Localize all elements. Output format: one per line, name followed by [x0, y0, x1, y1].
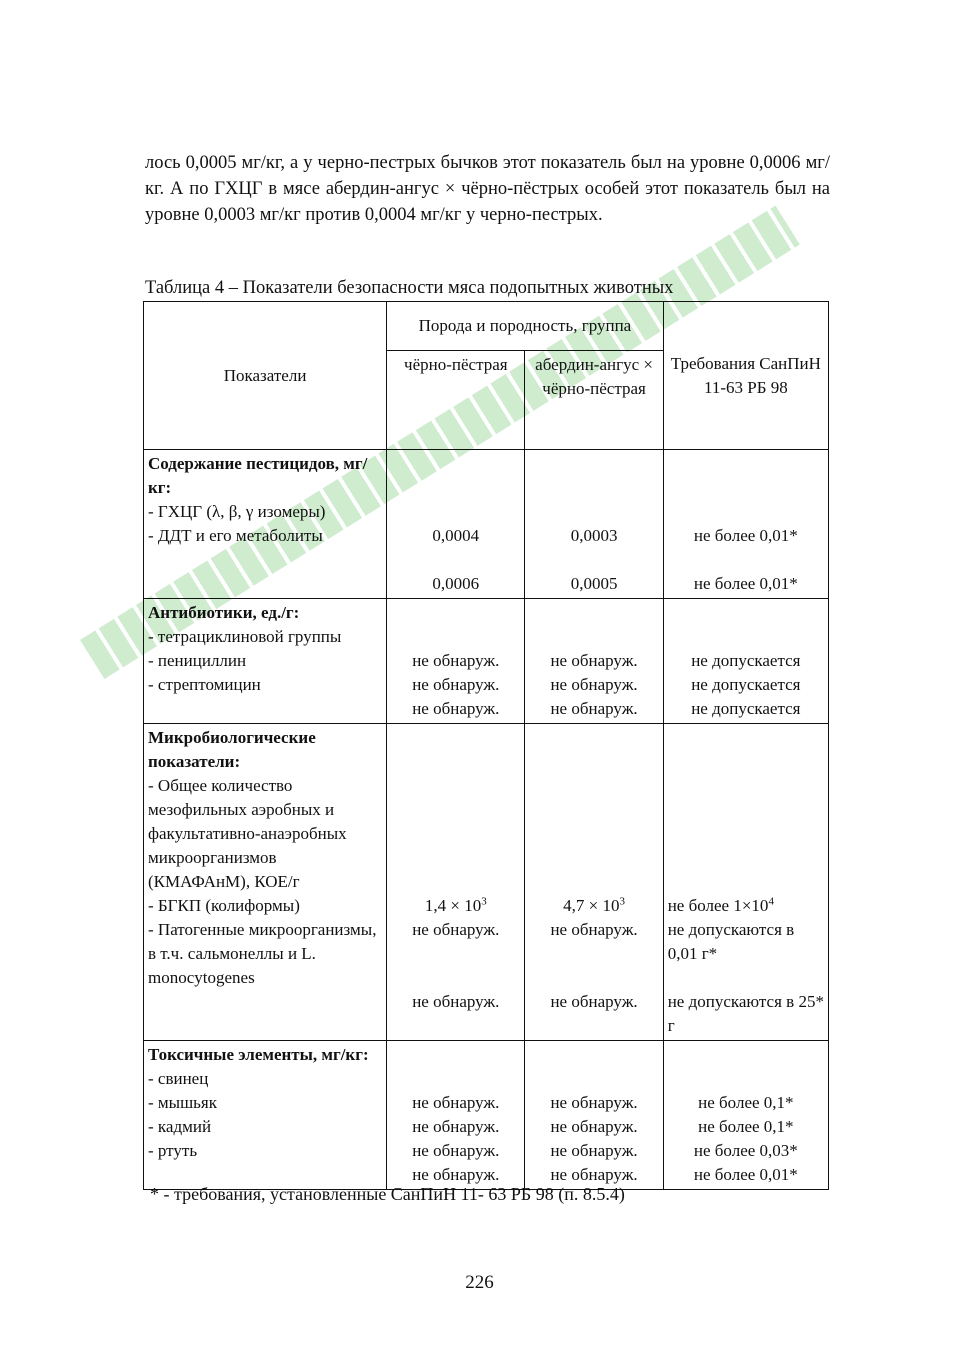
- kmafanm-value: $1,4 \times 10^3$: [424, 895, 487, 915]
- value-cell: не обнаруж.: [550, 699, 638, 718]
- value-cell: не обнаруж.: [550, 651, 638, 670]
- header-indicators: Показатели: [144, 302, 387, 450]
- value-cell: не обнаруж.: [550, 1141, 638, 1160]
- value-cell: не допускаются в 25* г: [667, 992, 824, 1035]
- section-pesticides: [144, 450, 829, 599]
- header-aberdeen: абердин-ангус × чёрно-пёстрая: [525, 351, 663, 450]
- value-cell: не допускаются в 0,01 г*: [667, 920, 795, 963]
- value-cell: не допускается: [691, 699, 801, 718]
- section-toxic-elements: [144, 1041, 829, 1190]
- value-cell: не обнаруж.: [550, 1117, 638, 1136]
- kmafanm-value: $4,7 \times 10^3$: [563, 895, 625, 915]
- header-breed-group: Порода и породность, группа: [387, 302, 664, 351]
- row-label: - пенициллин: [148, 651, 247, 670]
- section-title: Антибиотики, ед./г:: [148, 603, 300, 622]
- value-cell: не обнаруж.: [550, 992, 638, 1011]
- header-row: [144, 302, 829, 351]
- value-cell: не более 0,1*: [698, 1093, 794, 1112]
- row-label: - тетрациклиновой группы: [148, 627, 342, 646]
- value-cell: не обнаруж.: [550, 1093, 638, 1112]
- section-antibiotics: [144, 599, 829, 724]
- value-cell: не обнаруж.: [412, 992, 500, 1011]
- row-label: - ртуть: [148, 1141, 198, 1160]
- value-cell: 0,0003: [570, 526, 618, 545]
- value-cell: не обнаруж.: [550, 920, 638, 939]
- row-label: - мышьяк: [148, 1093, 218, 1112]
- row-label: - ДДТ и его метаболиты: [148, 526, 323, 545]
- value-cell: не обнаруж.: [412, 675, 500, 694]
- row-label: - свинец: [148, 1069, 209, 1088]
- header-black-pied: чёрно-пёстрая: [387, 351, 525, 450]
- value-cell: не более 0,01*: [693, 1165, 798, 1184]
- header-requirements: Требования СанПиН 11-63 РБ 98: [663, 302, 828, 450]
- table-footnote: * - требования, установленные СанПиН 11- 63 РБ 98 (п. 8.5.4): [150, 1184, 625, 1204]
- section-title: Содержание пестицидов, мг/кг:: [148, 454, 368, 497]
- value-cell: не обнаруж.: [412, 1141, 500, 1160]
- value-cell: 0,0005: [570, 574, 618, 593]
- value-cell: не обнаруж.: [412, 651, 500, 670]
- row-label: - Патогенные микроорганизмы, в т.ч. сальмонеллы и L. monocytogenes: [148, 920, 377, 987]
- table-caption: Таблица 4 – Показатели безопасности мяса подопытных животных: [145, 278, 674, 298]
- value-cell: не обнаруж.: [412, 1117, 500, 1136]
- value-cell: не обнаруж.: [412, 699, 500, 718]
- section-title: Токсичные элементы, мг/кг:: [148, 1045, 369, 1064]
- value-cell: не обнаруж.: [412, 1093, 500, 1112]
- value-cell: 0,0004: [432, 526, 480, 545]
- value-cell: не допускается: [691, 675, 801, 694]
- value-cell: не допускается: [691, 651, 801, 670]
- section-title: Микробиологические показатели:: [148, 728, 316, 771]
- value-cell: не более 0,01*: [693, 574, 798, 593]
- row-label: - стрептомицин: [148, 675, 261, 694]
- value-cell: не более 0,01*: [693, 526, 798, 545]
- row-label: - ГХЦГ (λ, β, γ изомеры): [148, 502, 326, 521]
- value-cell: не обнаруж.: [412, 1165, 500, 1184]
- value-cell: 0,0006: [432, 574, 480, 593]
- page-number: 226: [465, 1272, 494, 1293]
- row-label: - Общее количество мезофильных аэробных и факультативно-анаэробных микроорганизмов (КМАФАнМ), КОЕ/г: [148, 776, 347, 891]
- value-cell: не более 0,1*: [698, 1117, 794, 1136]
- row-label: - кадмий: [148, 1117, 212, 1136]
- value-cell: не обнаруж.: [550, 1165, 638, 1184]
- value-cell: не более 0,03*: [693, 1141, 798, 1160]
- value-cell: не обнаруж.: [412, 920, 500, 939]
- kmafanm-requirement: не более $1\times 10^4$: [667, 895, 774, 915]
- row-label: - БГКП (колиформы): [148, 896, 300, 915]
- section-microbiology: [144, 724, 829, 1041]
- value-cell: не обнаруж.: [550, 675, 638, 694]
- safety-indicators-table: [143, 301, 829, 1190]
- body-paragraph: лось 0,0005 мг/кг, а у черно-пестрых бычков этот показатель был на уровне 0,0006 мг/кг. А по ГХЦГ в мясе абердин-ангус × чёрно-пёстрых особей этот показатель был на уровне 0,0003 мг/кг против 0,0004 мг/кг у черно-пестрых.: [145, 153, 830, 225]
